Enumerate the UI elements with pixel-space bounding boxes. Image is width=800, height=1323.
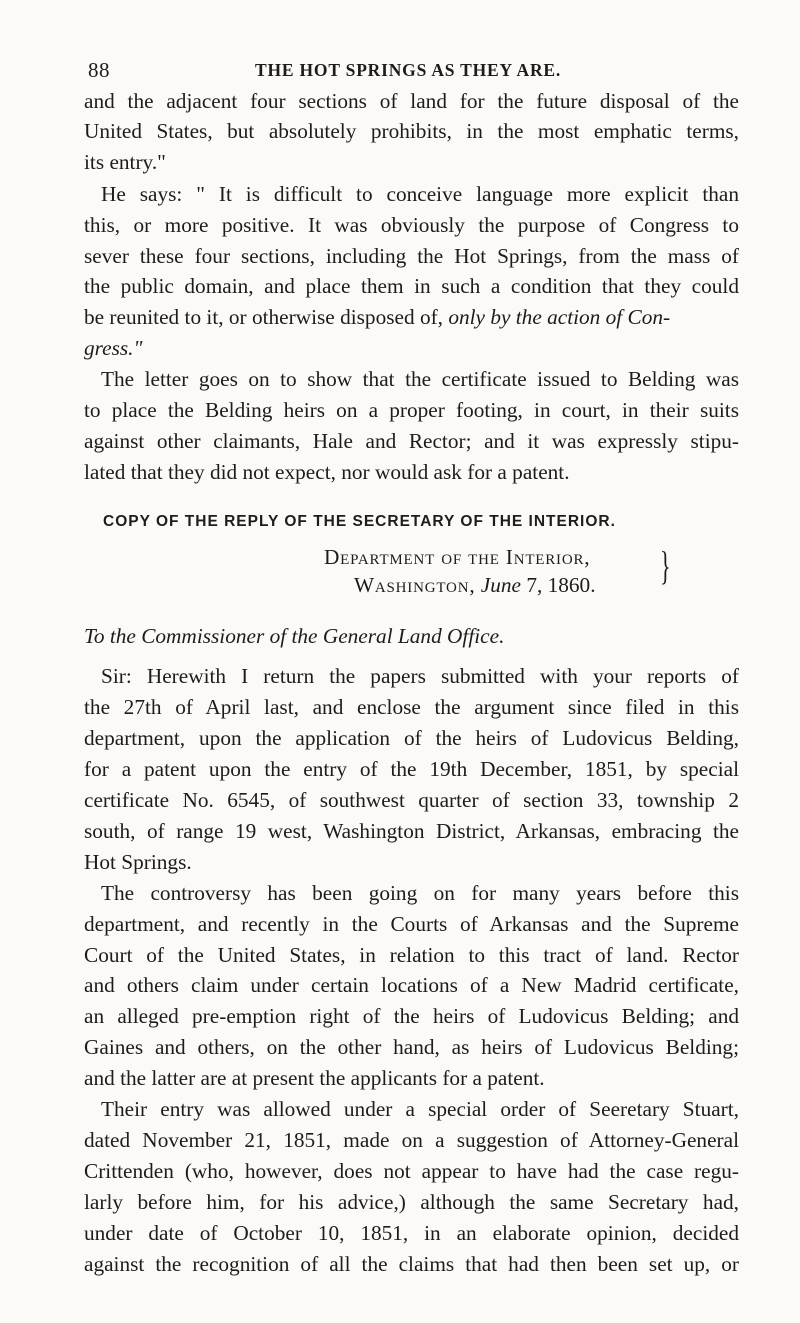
body-line-6: sever these four sections, including the Hot Springs, from the mass of — [84, 244, 739, 268]
body-line-9 — [84, 334, 142, 362]
letter-line-17: Crittenden (who, however, does not appear to have had the case regu- — [84, 1159, 739, 1183]
body-line-12: against other claimants, Hale and Rector; and it was expressly stipu- — [84, 429, 739, 453]
letter-line-13: Gaines and others, on the other hand, as heirs of Ludovicus Belding; — [84, 1035, 739, 1059]
letter-line-20: against the recognition of all the claims that had then been set up, or — [84, 1252, 739, 1276]
body-line-8-italic: only by the action of Con- — [448, 305, 671, 329]
body-line-11: to place the Belding heirs on a proper footing, in court, in their suits — [84, 398, 739, 422]
body-line-7: the public domain, and place them in such a condition that they could — [84, 274, 739, 298]
letterhead-city: Washington, — [354, 573, 476, 597]
body-line-10: The letter goes on to show that the certificate issued to Belding was — [101, 367, 739, 391]
letter-line-14: and the latter are at present the applicants for a patent. — [84, 1066, 545, 1090]
body-line-9-italic: gress." — [84, 336, 143, 360]
letter-line-9: department, and recently in the Courts of Arkansas and the Supreme — [84, 912, 739, 936]
addressee-text: To the Commissioner of the General Land Office. — [84, 624, 505, 648]
addressee — [84, 622, 504, 650]
body-line-4: He says: " It is difficult to conceive language more explicit than — [101, 182, 739, 206]
letter-line-6: south, of range 19 west, Washington District, Arkansas, embracing the — [84, 819, 739, 843]
letterhead-line-1: Department of the Interior, — [324, 545, 591, 569]
body-line-8-text: be reunited to it, or otherwise disposed of, — [84, 305, 444, 329]
section-heading: COPY OF THE REPLY OF THE SECRETARY OF THE INTERIOR. — [103, 513, 616, 530]
letterhead-date: 7, 1860. — [526, 573, 596, 597]
letter-line-10: Court of the United States, in relation to this tract of land. Rector — [84, 943, 739, 967]
letter-line-11: and others claim under certain locations of a New Madrid certificate, — [84, 973, 739, 997]
page-header — [88, 58, 728, 88]
letter-line-15: Their entry was allowed under a special order of Seeretary Stuart, — [101, 1097, 739, 1121]
brace-mark: } — [660, 543, 671, 588]
letter-line-4: for a patent upon the entry of the 19th December, 1851, by special — [84, 757, 739, 781]
letter-line-1: Sir: Herewith I return the papers submitted with your reports of — [101, 664, 739, 688]
body-line-3: its entry." — [84, 150, 166, 174]
letter-line-12: an alleged pre-emption right of the heirs of Ludovicus Belding; and — [84, 1004, 739, 1028]
letter-line-3: department, upon the application of the heirs of Ludovicus Belding, — [84, 726, 739, 750]
body-line-1: and the adjacent four sections of land for the future disposal of the — [84, 89, 739, 113]
letter-line-2: the 27th of April last, and enclose the argument since filed in this — [84, 695, 739, 719]
body-line-5: this, or more positive. It was obviously the purpose of Congress to — [84, 213, 739, 237]
letter-line-8: The controversy has been going on for many years before this — [101, 881, 739, 905]
page-number: 88 — [88, 58, 110, 82]
letterhead-line-2 — [354, 571, 596, 599]
letterhead-month: June — [480, 573, 521, 597]
body-line-2: United States, but absolutely prohibits, in the most emphatic terms, — [84, 119, 739, 143]
letter-line-16: dated November 21, 1851, made on a suggestion of Attorney-General — [84, 1128, 739, 1152]
body-line-13: lated that they did not expect, nor would ask for a patent. — [84, 460, 570, 484]
letter-line-18: larly before him, for his advice,) although the same Secretary had, — [84, 1190, 739, 1214]
running-title: THE HOT SPRINGS AS THEY ARE. — [254, 60, 562, 80]
letter-line-5: certificate No. 6545, of southwest quarter of section 33, township 2 — [84, 788, 739, 812]
body-line-8 — [84, 303, 670, 331]
letter-line-19: under date of October 10, 1851, in an elaborate opinion, decided — [84, 1221, 739, 1245]
letter-line-7: Hot Springs. — [84, 850, 192, 874]
